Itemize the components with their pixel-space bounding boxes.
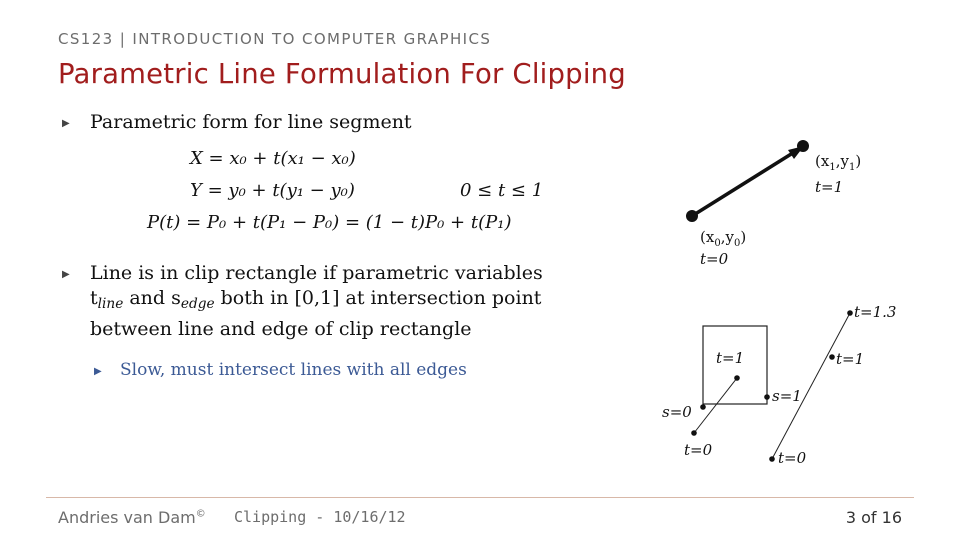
page-number: 3 of 16 [845, 508, 902, 527]
left-t0-label: t=0 [684, 441, 713, 459]
footer-author: Andries van Dam© [58, 508, 206, 527]
bullet-line-2 [90, 286, 650, 317]
t13-label: t=1.3 [854, 303, 897, 321]
right-t1-point [829, 354, 835, 360]
slide-title: Parametric Line Formulation For Clipping [58, 58, 626, 90]
bullet-arrow-icon: ▶ [62, 118, 70, 129]
point-p1 [797, 140, 809, 152]
course-header: CS123 | INTRODUCTION TO COMPUTER GRAPHICS [58, 30, 492, 48]
equation-y: Y = y₀ + t(y₁ − y₀) [190, 180, 355, 201]
t-var: t [90, 287, 98, 309]
s-sub: edge [180, 296, 215, 313]
and-text: and [123, 287, 172, 309]
left-t1-point [734, 375, 740, 381]
right-t0-point [769, 456, 775, 462]
p0-label: $(x_0,y_0)$ [700, 228, 747, 249]
t-sub: line [97, 296, 124, 313]
s1-label: s=1 [772, 387, 802, 405]
p0-t-label: t=0 [700, 250, 729, 268]
clip-rectangle-diagram [640, 295, 930, 475]
line-segment [692, 151, 796, 216]
left-s0-point [700, 404, 706, 410]
equation-x: X = x₀ + t(x₁ − x₀) [190, 148, 356, 169]
subbullet-arrow-icon: ▶ [94, 366, 102, 377]
p1-label: $(x_1,y_1)$ [815, 152, 862, 173]
copyright-symbol: © [195, 508, 206, 520]
left-line [694, 378, 737, 433]
footer-lecture: Clipping - 10/16/12 [234, 508, 406, 526]
intersection-text: both in [0,1] at intersection point [214, 287, 542, 309]
equation-p: P(t) = P₀ + t(P₁ − P₀) = (1 − t)P₀ + t(P₁) [147, 212, 512, 233]
s-var: s [171, 287, 181, 309]
bullet-clip-condition [90, 261, 650, 342]
right-s1-point [764, 394, 770, 400]
parametric-line-diagram [660, 130, 920, 280]
subbullet-slow: Slow, must intersect lines with all edges [120, 360, 467, 380]
point-p0 [686, 210, 698, 222]
bullet-parametric-form: Parametric form for line segment [90, 111, 412, 133]
bullet-line-3: between line and edge of clip rectangle [90, 318, 472, 341]
left-t0-point [691, 430, 697, 436]
p1-t-label: t=1 [815, 178, 844, 196]
bullet-arrow-icon: ▶ [62, 269, 70, 280]
footer-divider [46, 497, 914, 498]
left-t1-label: t=1 [716, 349, 745, 367]
right-line [772, 313, 850, 459]
right-t1-label: t=1 [836, 350, 865, 368]
s0-label: s=0 [662, 403, 692, 421]
equation-t-range: 0 ≤ t ≤ 1 [460, 180, 544, 201]
right-t13-point [847, 310, 853, 316]
right-t0-label: t=0 [778, 449, 807, 467]
bullet-line-1: Line is in clip rectangle if parametric variables [90, 262, 543, 284]
